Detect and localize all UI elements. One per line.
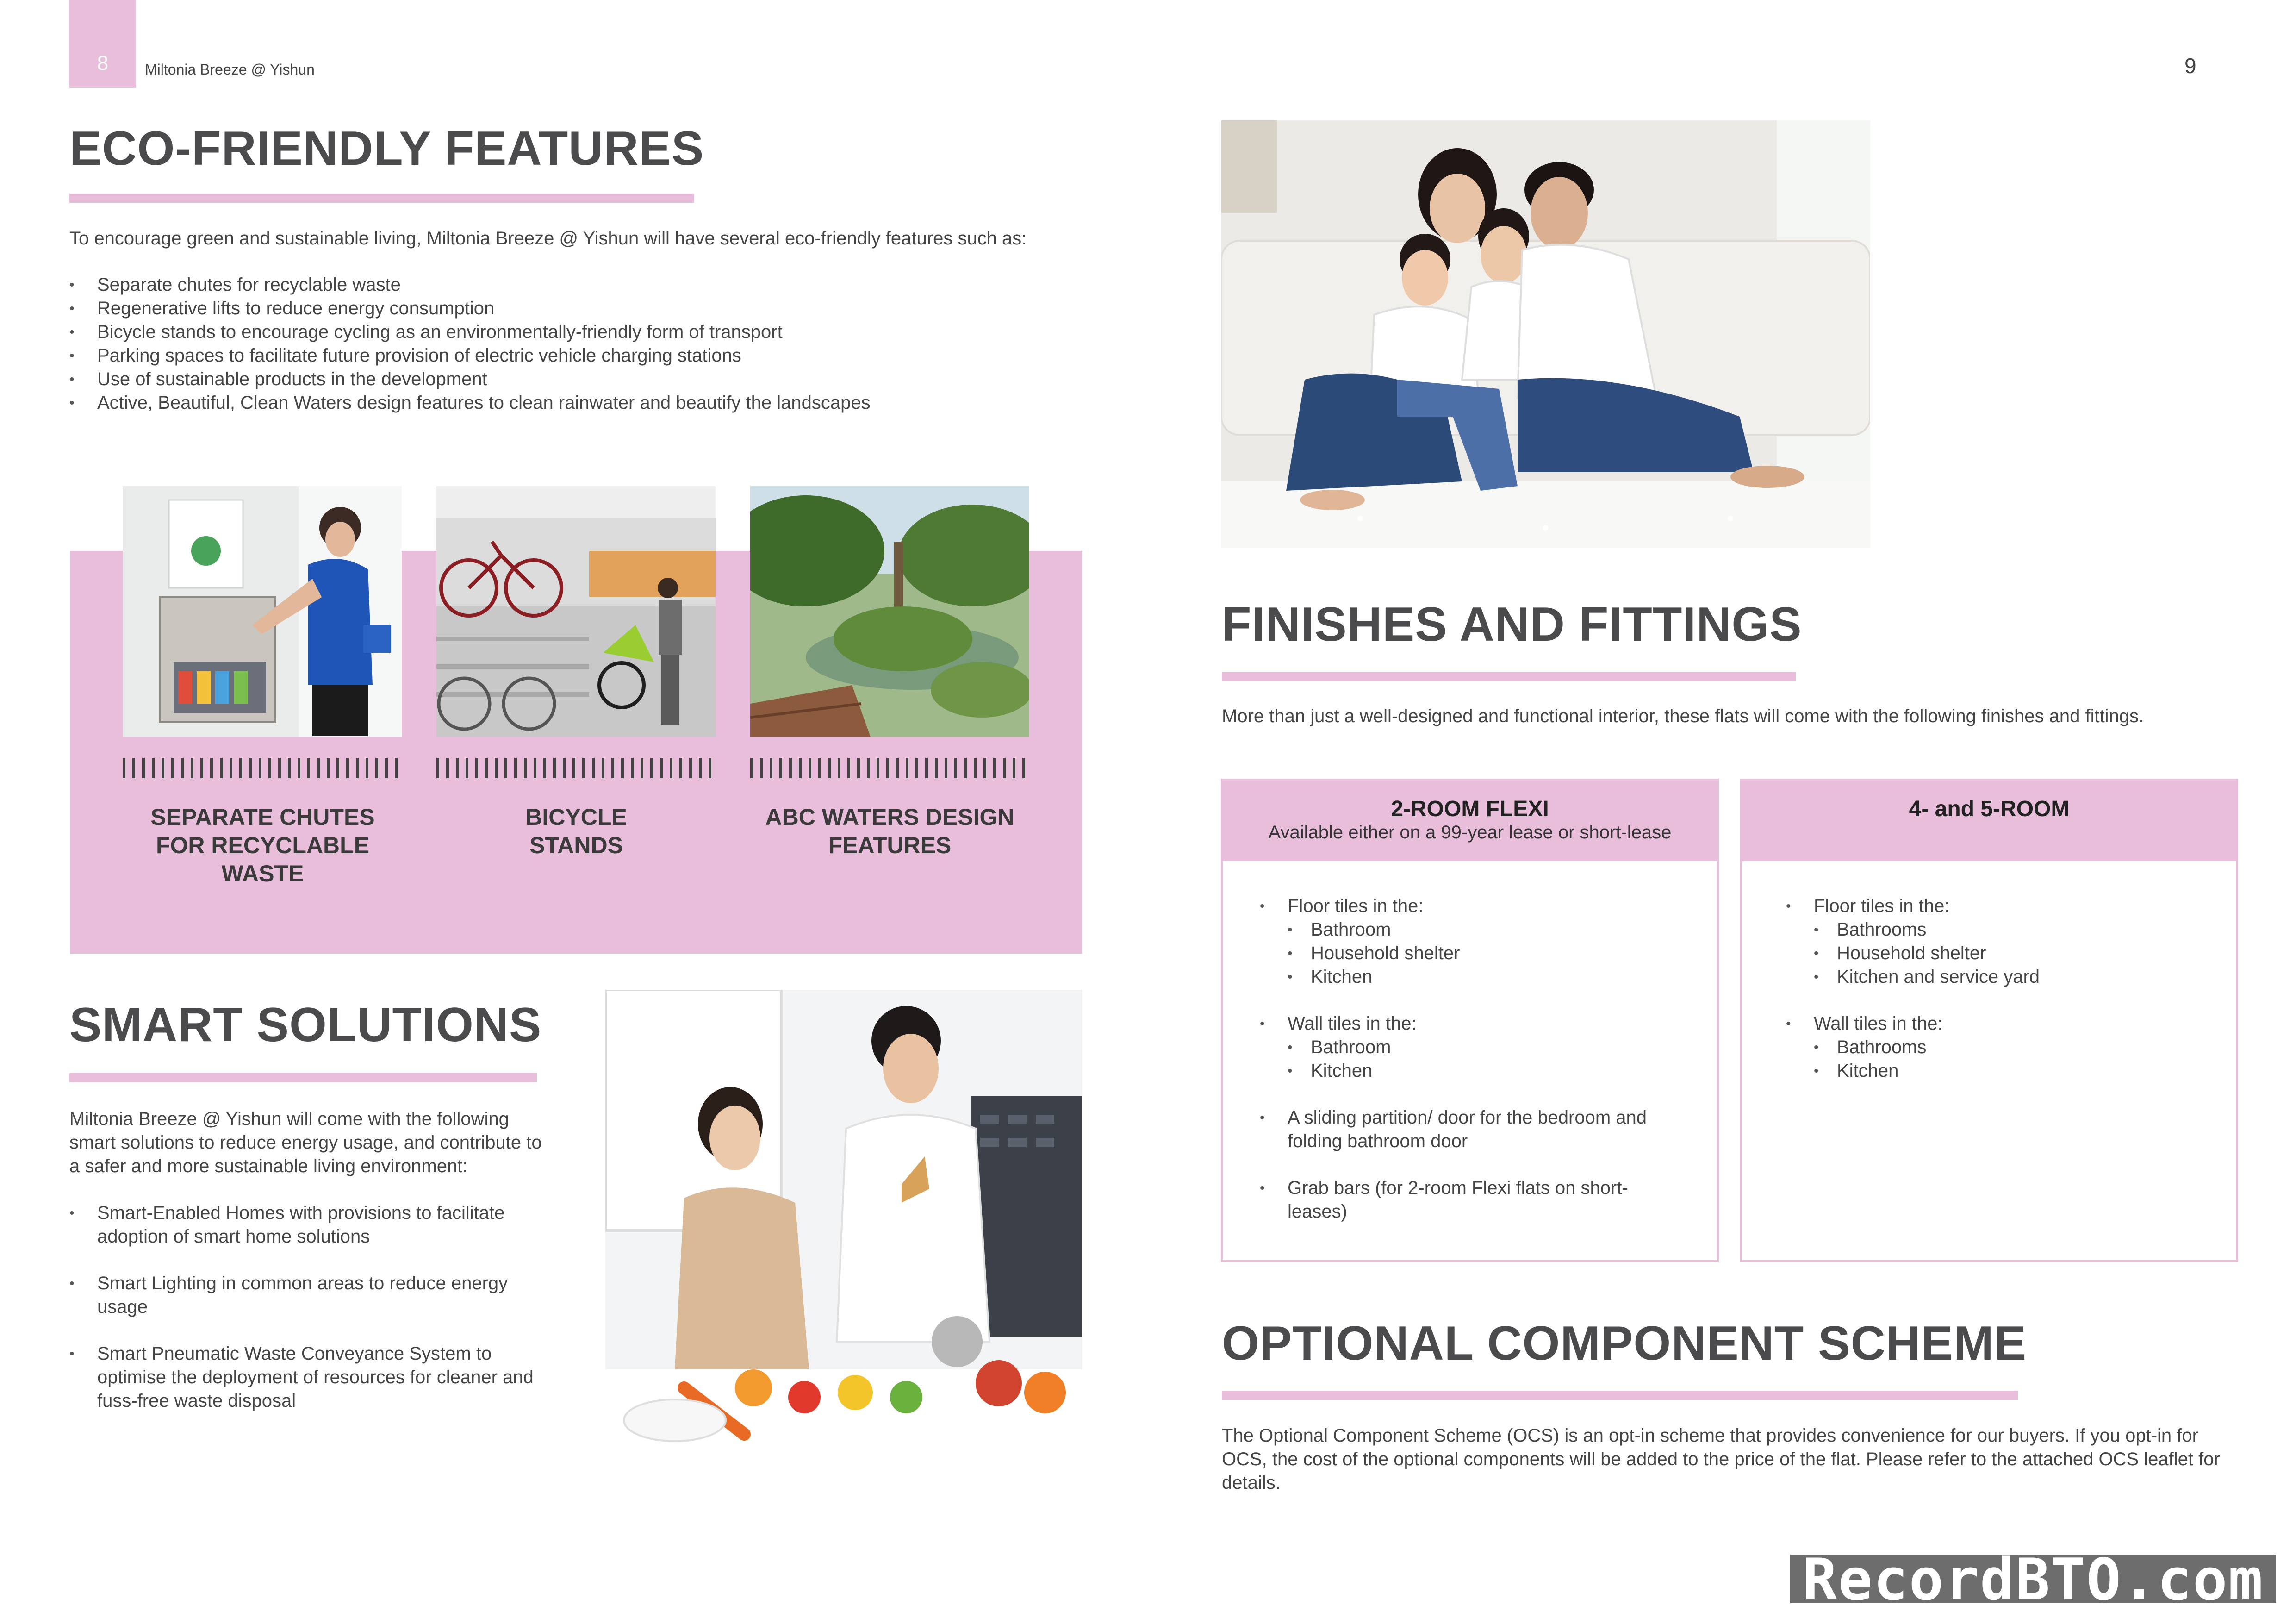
list-item: • Grab bars (for 2-room Flexi flats on short-leases) xyxy=(1260,1176,1649,1224)
abc-waters-illustration xyxy=(750,486,1029,737)
smart-title-rule xyxy=(69,1073,537,1082)
list-item: • Smart Lighting in common areas to reduce energy usage xyxy=(69,1272,537,1319)
wall-tiles-sublist xyxy=(1288,1036,1676,1083)
list-item: • Regenerative lifts to reduce energy consumption xyxy=(69,297,1088,320)
list-item xyxy=(1786,894,2203,989)
abc-waters-photo xyxy=(750,486,1029,737)
bicycle-stands-photo xyxy=(436,486,716,737)
list-item xyxy=(1260,1012,1676,1083)
list-item: • Separate chutes for recyclable waste xyxy=(69,273,1088,297)
wall-tiles-label: • Wall tiles in the: xyxy=(1288,1013,1417,1034)
finishes-title-rule xyxy=(1222,672,1796,681)
caption-bicycle-stands: BICYCLE STANDS xyxy=(525,804,627,858)
floor-tiles-label: • Floor tiles in the: xyxy=(1814,896,1950,916)
list-item: • Kitchen and service yard xyxy=(1814,965,2203,989)
watermark-text: RecordBTO.com xyxy=(1802,1547,2264,1613)
smart-bullet-list xyxy=(69,1201,537,1413)
list-item: • Bicycle stands to encourage cycling as an environmentally-friendly form of transport xyxy=(69,320,1088,344)
list-item: • Bathrooms xyxy=(1814,1036,2203,1059)
smart-intro: Miltonia Breeze @ Yishun will come with the following smart solutions to reduce energy usage, and contribute to a safer and more sustainable living environment: xyxy=(69,1109,542,1176)
couple-cooking-illustration xyxy=(605,990,1082,1455)
barcode-decoration xyxy=(750,758,1029,778)
list-item: • Parking spaces to facilitate future provision of electric vehicle charging stations xyxy=(69,344,1088,368)
eco-title-rule xyxy=(69,194,694,203)
list-item xyxy=(1786,1012,2203,1083)
two-room-flexi-list xyxy=(1260,894,1676,1224)
caption-abc-waters: ABC WATERS DESIGN FEATURES xyxy=(765,804,1014,858)
list-item: • Household shelter xyxy=(1288,942,1676,965)
finishes-intro: More than just a well-designed and functional interior, these flats will come with the following finishes and fittings. xyxy=(1222,706,2144,726)
watermark xyxy=(1788,1547,2278,1613)
list-item: • Kitchen xyxy=(1288,965,1676,989)
list-item: • Bathroom xyxy=(1288,1036,1676,1059)
list-item: • Household shelter xyxy=(1814,942,2203,965)
ocs-title: OPTIONAL COMPONENT SCHEME xyxy=(1222,1317,2027,1370)
list-item: • Smart Pneumatic Waste Conveyance System to optimise the deployment of resources for cleaner and fuss-free waste disposal xyxy=(69,1342,537,1413)
floor-tiles-sublist xyxy=(1288,918,1676,989)
ocs-title-rule xyxy=(1222,1391,2018,1400)
list-item: • Kitchen xyxy=(1814,1059,2203,1083)
list-item xyxy=(1260,894,1676,989)
couple-cooking-photo xyxy=(605,990,1082,1455)
eco-title: ECO-FRIENDLY FEATURES xyxy=(69,122,704,175)
barcode-decoration xyxy=(436,758,716,778)
two-room-flexi-box xyxy=(1221,779,1719,1262)
right-page-number: 9 xyxy=(2184,54,2196,78)
list-item: • Smart-Enabled Homes with provisions to facilitate adoption of smart home solutions xyxy=(69,1201,537,1249)
list-item: • Bathroom xyxy=(1288,918,1676,942)
recycling-chute-illustration xyxy=(123,486,402,737)
list-item: • A sliding partition/ door for the bedroom and folding bathroom door xyxy=(1260,1106,1649,1153)
family-illustration xyxy=(1221,120,1870,548)
recycling-chute-photo xyxy=(123,486,402,737)
two-room-flexi-header xyxy=(1221,779,1719,861)
caption-recycling-chutes: SEPARATE CHUTES FOR RECYCLABLE WASTE xyxy=(150,804,375,887)
finishes-title: FINISHES AND FITTINGS xyxy=(1222,598,1802,651)
list-item: • Active, Beautiful, Clean Waters design features to clean rainwater and beautify the landscapes xyxy=(69,391,1088,415)
four-five-room-box xyxy=(1740,779,2238,1262)
wall-tiles-label: • Wall tiles in the: xyxy=(1814,1013,1943,1034)
four-five-room-header xyxy=(1740,779,2238,861)
floor-tiles-sublist xyxy=(1814,918,2203,989)
left-page-number: 8 xyxy=(97,52,109,75)
ocs-body: The Optional Component Scheme (OCS) is an opt-in scheme that provides convenience for our buyers. If you opt-in for OCS, the cost of the optional components will be added to the price of the flat. Please refer to the attached OCS leaflet for details. xyxy=(1222,1425,2220,1493)
eco-bullet-list xyxy=(69,273,1088,415)
wall-tiles-sublist xyxy=(1814,1036,2203,1083)
two-room-flexi-title: 2-ROOM FLEXI xyxy=(1391,797,1549,821)
list-item: • Bathrooms xyxy=(1814,918,2203,942)
list-item: • Use of sustainable products in the development xyxy=(69,368,1088,391)
four-five-room-list xyxy=(1786,894,2203,1083)
eco-intro: To encourage green and sustainable living, Miltonia Breeze @ Yishun will have several eco-friendly features such as: xyxy=(69,228,1027,249)
bicycle-stands-illustration xyxy=(436,486,716,737)
two-room-flexi-subtitle: Available either on a 99-year lease or short-lease xyxy=(1268,822,1672,843)
smart-title: SMART SOLUTIONS xyxy=(69,998,542,1052)
list-item: • Kitchen xyxy=(1288,1059,1676,1083)
barcode-decoration xyxy=(123,758,402,778)
four-five-room-title: 4- and 5-ROOM xyxy=(1909,797,2070,821)
floor-tiles-label: • Floor tiles in the: xyxy=(1288,896,1424,916)
running-title: Miltonia Breeze @ Yishun xyxy=(145,61,315,78)
family-photo xyxy=(1221,120,1870,548)
